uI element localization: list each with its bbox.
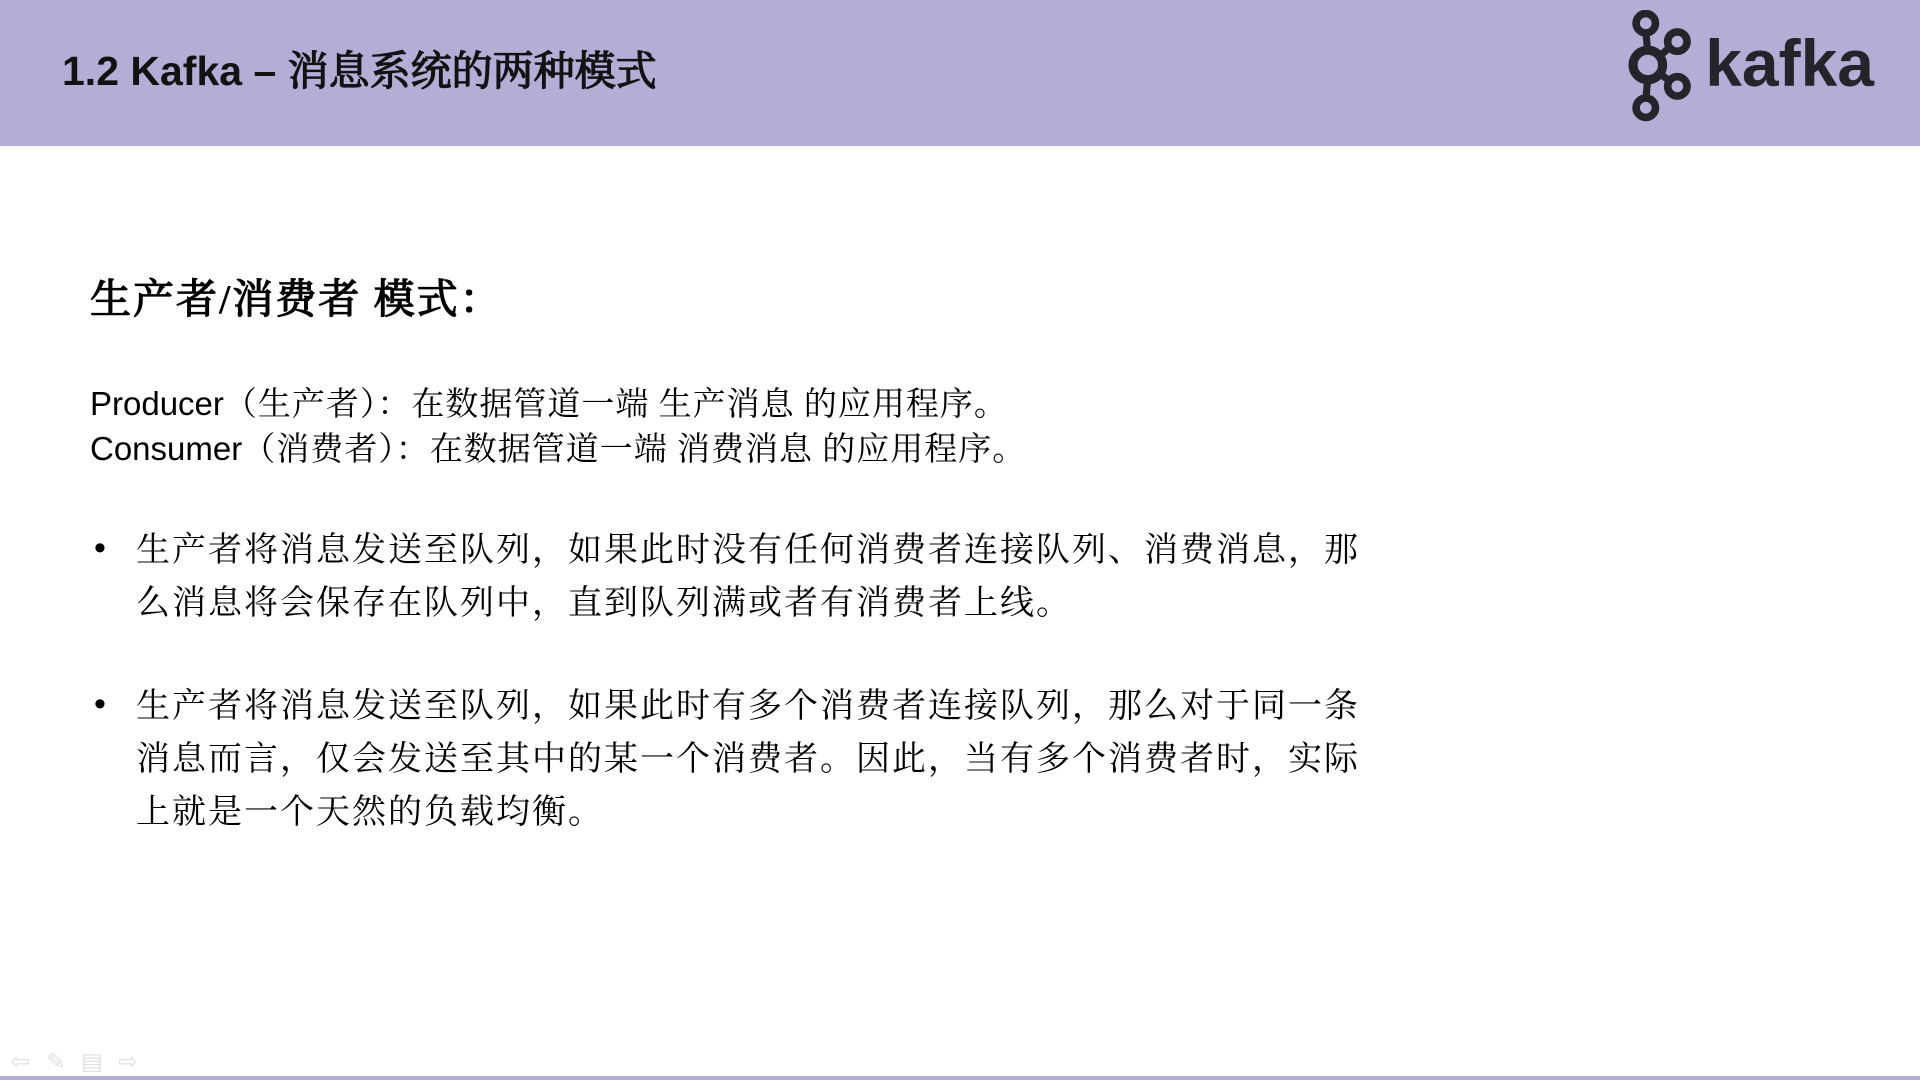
kafka-logo [1625,10,1874,122]
bullet-item-load-balance: • 生产者将消息发送至队列，如果此时有多个消费者连接队列，那么对于同一条消息而言，仅会发送至其中的某一个消费者。因此，当有多个消费者时，实际上就是一个天然的负载均衡。 [90,680,1380,839]
next-slide-icon[interactable]: ⇨ [118,1049,138,1075]
producer-definition [90,382,1920,427]
producer-term: Producer [90,385,224,422]
producer-description: （生产者）：在数据管道一端 生产消息 的应用程序。 [223,387,1008,423]
kafka-logo-text: kafka [1705,26,1874,100]
slide-header [0,0,1920,146]
section-heading: 生产者/消费者 模式： [90,276,503,322]
bottom-accent-strip [0,1076,1920,1080]
bullet-list [90,524,1380,839]
slide-body [0,146,1920,839]
previous-slide-icon[interactable]: ⇦ [10,1049,30,1075]
presentation-toolbar [8,1050,140,1074]
consumer-description: （消费者）：在数据管道一端 消费消息 的应用程序。 [242,432,1027,468]
bullet-item-queue-storage: • 生产者将消息发送至队列，如果此时没有任何消费者连接队列、消费消息，那么消息将会保存在队列中，直到队列满或者有消费者上线。 [90,524,1380,630]
slide-menu-icon[interactable]: ▤ [81,1049,103,1075]
consumer-definition [90,427,1920,472]
slide-title: 1.2 Kafka – 消息系统的两种模式 [62,48,657,94]
pen-tool-icon[interactable]: ✎ [46,1049,66,1075]
kafka-logo-icon [1625,10,1691,122]
definitions-block [90,382,1920,472]
consumer-term: Consumer [90,430,243,467]
